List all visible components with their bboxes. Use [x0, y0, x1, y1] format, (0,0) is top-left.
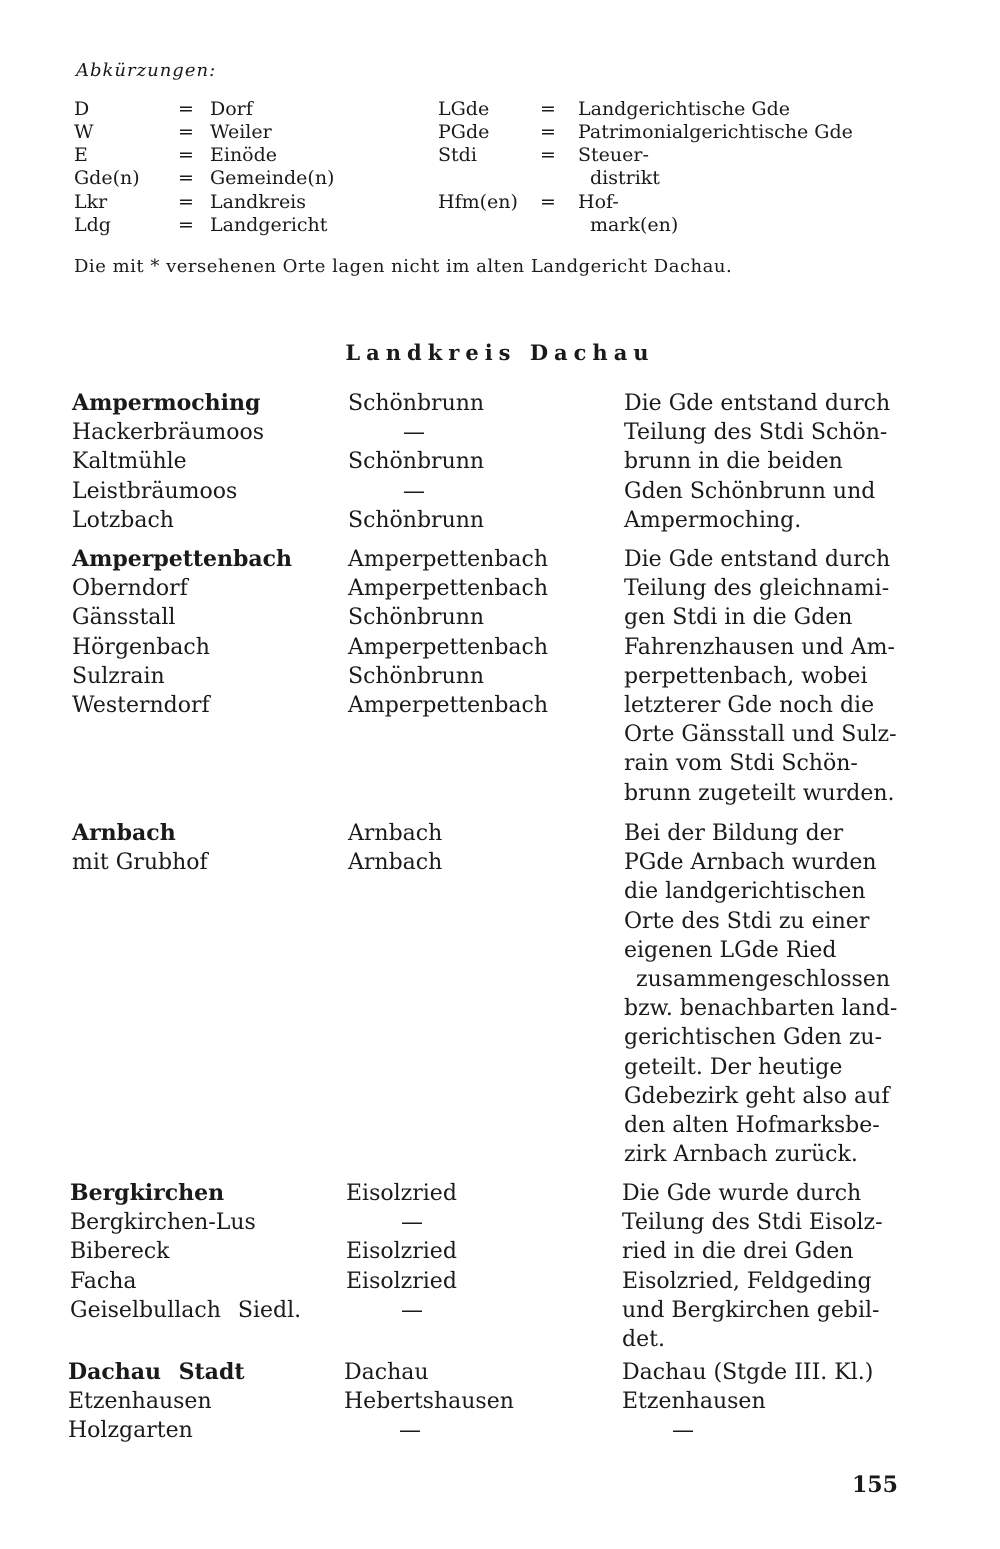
historical-note: Die Gde entstand durch Teilung des gleichnami- gen Stdi in die Gden Fahrenzhausen und Am- perpettenbach, wobei letzterer Gde noch die Orte Gänsstall und Sulz- rain vom Stdi Schön- brunn zugeteilt wurden. — [624, 547, 897, 806]
place-list — [68, 1358, 338, 1446]
gemeinde-list — [346, 1179, 586, 1325]
place-list — [72, 819, 342, 877]
gemeinde-name: Schönbrunn — [348, 663, 485, 689]
historical-note: Dachau (Stgde III. Kl.) Etzenhausen — — [622, 1360, 874, 1444]
place-name: Oberndorf — [72, 576, 188, 602]
place-name: Geiselbullach Siedl. — [70, 1297, 302, 1323]
gemeinde-name: Amperpettenbach — [348, 634, 549, 660]
municipality-name: Arnbach — [72, 820, 176, 846]
gemeinde-name: Schönbrunn — [348, 391, 485, 416]
gemeinde-name: Arnbach — [348, 821, 443, 846]
place-name: Etzenhausen — [68, 1389, 212, 1415]
place-name: Kaltmühle — [72, 449, 187, 475]
abbreviation-row: E = Einöde Stdi = Steuer- — [74, 144, 649, 166]
historical-note: Die Gde entstand durch Teilung des Stdi Schön- brunn in die beiden Gden Schönbrunn und Ampermoching. — [624, 391, 891, 533]
abbreviation-row: Lkr = Landkreis Hfm(en) = Hof- — [74, 191, 619, 213]
gemeinde-name: Dachau — [344, 1360, 429, 1385]
gemeinde-name: Schönbrunn — [348, 449, 485, 475]
municipality-name: Dachau Stadt — [68, 1359, 245, 1385]
place-name: Hackerbräumoos — [72, 420, 265, 446]
gemeinde-name: Hebertshausen — [344, 1389, 514, 1415]
gemeinde-name: Amperpettenbach — [348, 693, 549, 719]
historical-note: Bei der Bildung der PGde Arnbach wurden die landgerichtischen Orte des Stdi zu einer eigenen LGde Ried zusammengeschlossen bzw. benachbarten land- gerichtischen Gden zu- geteilt. Der heutige Gdebezirk geht also auf den alten Hofmarksbe- zirk Arnbach zurück. — [624, 821, 898, 1168]
place-name: Lotzbach — [72, 507, 174, 533]
place-name: Leistbräumoos — [72, 478, 238, 504]
gemeinde-list — [348, 819, 588, 877]
gemeinde-name: Schönbrunn — [348, 507, 485, 533]
place-name: Gänsstall — [72, 605, 176, 631]
gemeinde-name: Eisolzried — [346, 1181, 457, 1206]
gemeinde-name: — — [401, 1297, 423, 1323]
place-name: mit Grubhof — [72, 850, 208, 876]
place-name: Bergkirchen-Lus — [70, 1210, 256, 1236]
place-name: Facha — [70, 1268, 137, 1294]
gemeinde-name: — — [399, 1418, 421, 1444]
gemeinde-name: — — [403, 420, 425, 446]
gemeinde-list — [344, 1358, 584, 1446]
municipality-name: Ampermoching — [72, 390, 261, 416]
gemeinde-name: Schönbrunn — [348, 605, 485, 631]
place-list — [72, 389, 342, 535]
section-heading: Landkreis Dachau — [345, 340, 655, 365]
gemeinde-name: Eisolzried — [346, 1239, 457, 1265]
abbreviation-row: W = Weiler PGde = Patrimonialgerichtische Gde — [74, 121, 853, 143]
municipality-name: Bergkirchen — [70, 1180, 225, 1206]
gemeinde-name: — — [401, 1210, 423, 1236]
gemeinde-name: Amperpettenbach — [348, 547, 549, 572]
place-list — [72, 545, 342, 720]
gemeinde-list — [348, 545, 588, 720]
place-name: Hörgenbach — [72, 634, 210, 660]
place-name: Holzgarten — [68, 1418, 193, 1444]
place-list — [70, 1179, 340, 1325]
historical-note: Die Gde wurde durch Teilung des Stdi Eisolz- ried in die drei Gden Eisolzried, Feldgeding und Bergkirchen gebil- det. — [622, 1181, 883, 1353]
abbreviations-title: Abkürzungen: — [76, 60, 217, 81]
abbreviation-row: Gde(n) = Gemeinde(n) distrikt — [74, 167, 660, 189]
page-number: 155 — [852, 1472, 898, 1498]
municipality-name: Amperpettenbach — [72, 546, 293, 572]
gemeinde-name: Amperpettenbach — [348, 576, 549, 602]
gemeinde-name: — — [403, 478, 425, 504]
gemeinde-name: Eisolzried — [346, 1268, 457, 1294]
place-name: Sulzrain — [72, 663, 165, 689]
gemeinde-name: Arnbach — [348, 850, 443, 876]
place-name: Westerndorf — [72, 693, 210, 719]
abbreviations-note: Die mit * versehenen Orte lagen nicht im alten Landgericht Dachau. — [74, 256, 733, 277]
gemeinde-list — [348, 389, 588, 535]
place-name: Bibereck — [70, 1239, 170, 1265]
abbreviation-row: D = Dorf LGde = Landgerichtische Gde — [74, 98, 790, 120]
abbreviation-row: Ldg = Landgericht mark(en) — [74, 214, 679, 236]
